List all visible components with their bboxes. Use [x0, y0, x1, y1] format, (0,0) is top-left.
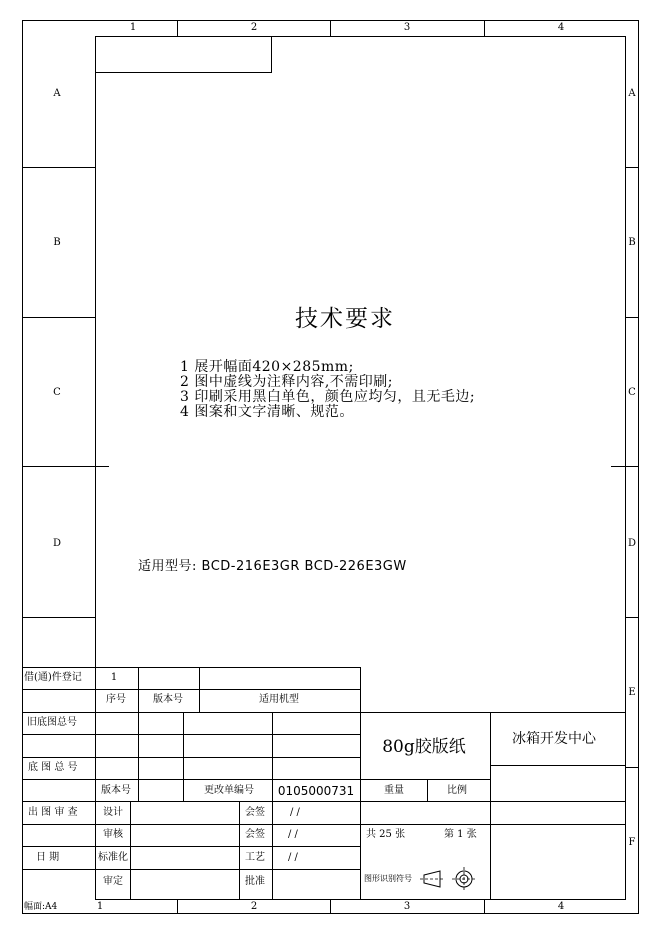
row-divider [22, 617, 95, 618]
row-divider [625, 617, 638, 618]
standardization-label: 标准化 [98, 852, 128, 863]
seq-no-header: 序号 [106, 694, 126, 705]
row-divider [611, 466, 638, 467]
tb-line [490, 765, 626, 766]
material-text: 80g胶版纸 [382, 737, 466, 757]
version-no-header: 版本号 [153, 694, 183, 705]
inner-frame-bottom [95, 899, 626, 900]
paper-size: 幅面:A4 [24, 902, 58, 912]
date-label: 日 期 [36, 852, 60, 863]
countersign-label-2: 会签 [245, 829, 265, 840]
tb-vline [427, 779, 428, 801]
tb-vline [490, 712, 491, 899]
row-label-a: A [53, 88, 61, 99]
department-text: 冰箱开发中心 [512, 731, 596, 747]
col-divider [330, 899, 331, 914]
tb-vline [183, 712, 184, 801]
tech-requirements-list [180, 360, 475, 420]
change-order-no: 0105000731 [277, 784, 355, 798]
row-label-b-right: B [628, 237, 636, 248]
row-divider [625, 317, 638, 318]
row-divider [22, 317, 95, 318]
approve-label: 批准 [245, 876, 265, 887]
tb-line [22, 869, 360, 870]
outer-frame-right [638, 20, 639, 914]
col-divider [484, 899, 485, 914]
row-divider [625, 167, 638, 168]
tech-requirements-title: 技术要求 [295, 306, 395, 332]
version-no-label: 版本号 [101, 785, 131, 796]
tb-line [22, 689, 360, 690]
col-divider [484, 20, 485, 36]
design-label: 设计 [103, 807, 123, 818]
old-drawing-no-label: 旧底图总号 [27, 717, 77, 728]
borrow-register-label: 借(通)件登记 [24, 672, 82, 683]
row-label-c-right: C [628, 387, 636, 398]
corner-box-right [271, 36, 272, 73]
tb-vline [199, 667, 200, 712]
applicable-models [138, 555, 407, 574]
col-divider [330, 20, 331, 36]
row-divider [22, 167, 95, 168]
col-label-4: 4 [557, 22, 565, 33]
scale-label: 比例 [447, 785, 467, 796]
projection-symbol-label: 图形识别符号 [364, 874, 412, 883]
countersign-label-1: 会签 [245, 807, 265, 818]
process-label: 工艺 [245, 852, 265, 863]
tb-line [22, 757, 360, 758]
tb-line [22, 779, 490, 780]
tech-requirement-item: 2 图中虚线为注释内容,不需印刷; [180, 374, 394, 390]
change-order-no-label: 更改单编号 [204, 785, 254, 796]
tb-vline [272, 801, 273, 899]
tb-line [22, 801, 626, 802]
row-label-d-right: D [627, 538, 637, 549]
row-label-e-right: E [628, 687, 636, 698]
col-label-4-bottom: 4 [557, 901, 565, 912]
tech-requirement-item: 3 印刷采用黑白单色，颜色应均匀，且无毛边; [180, 389, 476, 405]
tb-vline [130, 801, 131, 899]
weight-label: 重量 [384, 785, 404, 796]
tb-vline [272, 779, 273, 801]
row-label-d: D [52, 538, 62, 549]
tb-vline [272, 712, 273, 779]
tb-line [22, 824, 626, 825]
applicable-model-header: 适用机型 [259, 694, 299, 705]
col-label-2-bottom: 2 [250, 901, 258, 912]
row-label-c: C [53, 387, 61, 398]
col-divider [177, 20, 178, 36]
tb-line [22, 846, 360, 847]
review-label: 审核 [103, 829, 123, 840]
row-label-a-right: A [628, 88, 636, 99]
countersign-date-2: / / [288, 829, 298, 840]
row-divider [625, 767, 638, 768]
col-label-3: 3 [403, 22, 411, 33]
col-divider [177, 899, 178, 914]
borrow-register-no: 1 [110, 672, 118, 683]
inner-frame-right [625, 36, 626, 900]
applicable-models-value: BCD-216E3GR BCD-226E3GW [201, 559, 407, 574]
tb-vline [360, 667, 361, 899]
tech-requirement-item: 4 图案和文字清晰、规范。 [180, 404, 354, 420]
tb-line [22, 667, 360, 668]
tb-vline [239, 801, 240, 899]
sheets-total: 共 25 张 [366, 829, 406, 840]
inner-frame-top [95, 36, 626, 37]
issue-review-label: 出 图 审 查 [28, 807, 78, 818]
tb-line [22, 712, 626, 713]
col-label-3-bottom: 3 [403, 901, 411, 912]
process-date: / / [288, 852, 298, 863]
row-label-b: B [53, 237, 61, 248]
row-label-f-right: F [628, 837, 636, 848]
corner-box-bottom [95, 72, 271, 73]
tb-vline [138, 667, 139, 801]
col-label-1: 1 [129, 22, 137, 33]
drawing-no-label: 底 图 总 号 [28, 762, 78, 773]
col-label-1-bottom: 1 [96, 901, 104, 912]
tb-line [22, 734, 360, 735]
applicable-models-label: 适用型号: [138, 559, 197, 574]
first-angle-projection-icon [418, 866, 486, 892]
tb-vline [95, 667, 96, 899]
row-divider [22, 466, 109, 467]
sheet-number: 第 1 张 [444, 829, 477, 840]
countersign-date-1: / / [290, 807, 300, 818]
final-review-label: 审定 [103, 876, 123, 887]
col-label-2: 2 [250, 22, 258, 33]
tech-requirement-item: 1 展开幅面420×285mm; [180, 359, 354, 375]
